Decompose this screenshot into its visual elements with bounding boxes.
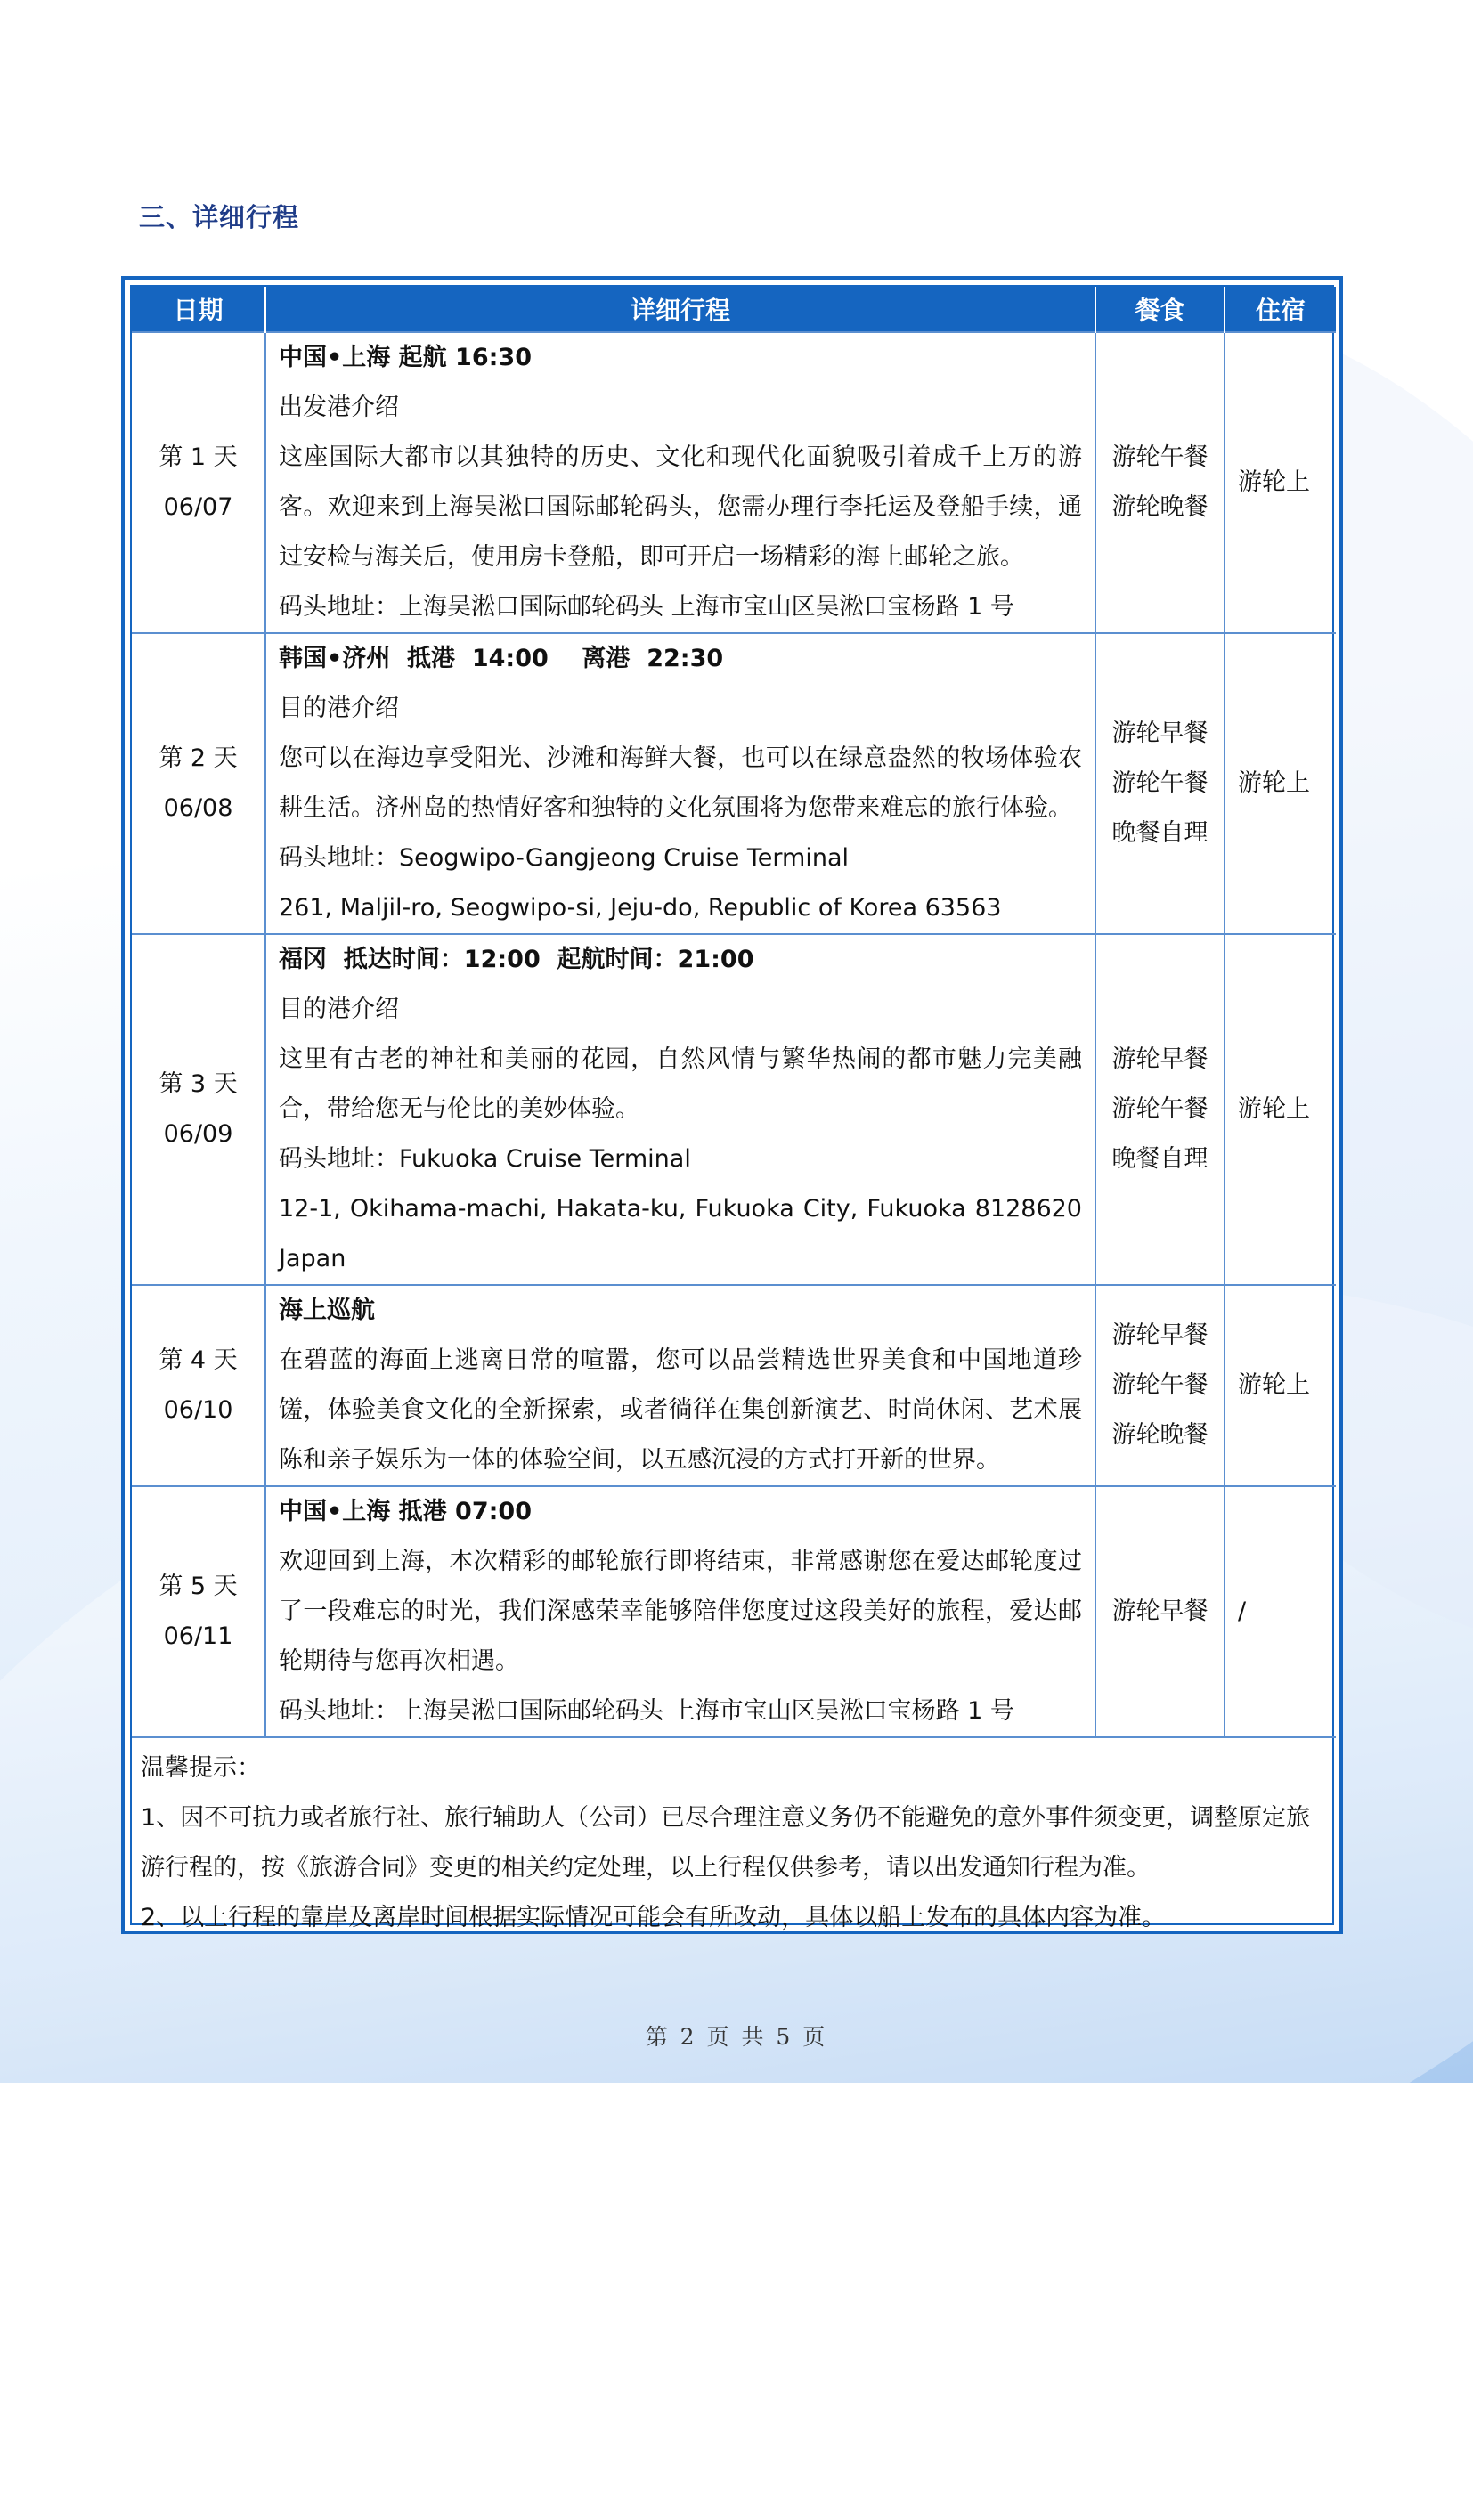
detail-line: 码头地址：Fukuoka Cruise Terminal (279, 1145, 691, 1173)
day-cell (132, 934, 265, 1285)
detail-line: 261, Maljil-ro, Seogwipo-si, Jeju-do, Republic of Korea 63563 (279, 894, 1002, 922)
meal-item: 游轮早餐 (1111, 719, 1209, 747)
day-number: 第 4 天 (159, 1346, 238, 1374)
table-row (132, 633, 1336, 934)
meal-cell (1095, 332, 1225, 633)
header-detail: 详细行程 (265, 287, 1095, 332)
day-number: 第 3 天 (159, 1070, 238, 1098)
meal-item: 游轮早餐 (1111, 1321, 1209, 1349)
table-row (132, 332, 1336, 633)
detail-line: 这座国际大都市以其独特的历史、文化和现代化面貌吸引着成千上万的游客。欢迎来到上海吴淞口国际邮轮码头，您需办理行李托运及登船手续，通过安检与海关后，使用房卡登船，即可开启一场精彩的海上邮轮之旅。 (279, 443, 1082, 571)
day-date: 06/11 (163, 1622, 233, 1650)
detail-line: 码头地址：Seogwipo-Gangjeong Cruise Terminal (279, 844, 849, 872)
day-heading: 韩国•济州 抵港 14:00 离港 22:30 (279, 645, 724, 672)
notes-item: 2、以上行程的靠岸及离岸时间根据实际情况可能会有所改动，具体以船上发布的具体内容为准。 (141, 1904, 1167, 1931)
stay-cell: 游轮上 (1225, 1285, 1336, 1486)
table-row (132, 1285, 1336, 1486)
day-date: 06/09 (163, 1120, 233, 1148)
table-row (132, 934, 1336, 1285)
day-date: 06/10 (163, 1396, 233, 1424)
page-footer: 第 2 页 共 5 页 (645, 2024, 828, 2050)
detail-line: 目的港介绍 (279, 996, 399, 1023)
detail-line: 12-1, Okihama-machi, Hakata-ku, Fukuoka City, Fukuoka 8128620 Japan (279, 1195, 1082, 1272)
day-cell (132, 1486, 265, 1737)
day-number: 第 2 天 (159, 744, 238, 772)
day-heading: 中国•上海 起航 16:30 (279, 344, 533, 371)
day-number: 第 1 天 (159, 443, 238, 471)
detail-line: 码头地址：上海吴淞口国际邮轮码头 上海市宝山区吴淞口宝杨路 1 号 (279, 1697, 1014, 1725)
meal-item: 游轮午餐 (1111, 443, 1209, 471)
section-title: 三、详细行程 (139, 202, 300, 232)
detail-cell (265, 332, 1095, 633)
meal-item: 游轮午餐 (1111, 1095, 1209, 1123)
meal-item: 游轮午餐 (1111, 769, 1209, 797)
detail-line: 目的港介绍 (279, 695, 399, 722)
meal-item: 晚餐自理 (1111, 819, 1209, 847)
detail-cell (265, 934, 1095, 1285)
header-stay: 住宿 (1225, 287, 1336, 332)
itinerary-table (132, 287, 1336, 1952)
itinerary-table-inner-frame (130, 285, 1334, 1931)
day-cell (132, 633, 265, 934)
meal-cell (1095, 1486, 1225, 1737)
notes-row (132, 1737, 1336, 1952)
day-date: 06/07 (163, 493, 233, 521)
detail-cell (265, 1285, 1095, 1486)
table-row (132, 1486, 1336, 1737)
meal-item: 游轮晚餐 (1111, 1421, 1209, 1449)
day-heading: 海上巡航 (279, 1297, 375, 1324)
day-heading: 福冈 抵达时间：12:00 起航时间：21:00 (279, 946, 754, 973)
stay-cell: 游轮上 (1225, 633, 1336, 934)
detail-cell (265, 1486, 1095, 1737)
stay-cell: 游轮上 (1225, 934, 1336, 1285)
detail-line: 这里有古老的神社和美丽的花园，自然风情与繁华热闹的都市魅力完美融合，带给您无与伦比的美妙体验。 (279, 1045, 1082, 1123)
header-date: 日期 (132, 287, 265, 332)
detail-line: 在碧蓝的海面上逃离日常的喧嚣，您可以品尝精选世界美食和中国地道珍馐，体验美食文化的全新探索，或者徜徉在集创新演艺、时尚休闲、艺术展陈和亲子娱乐为一体的体验空间，以五感沉浸的方式打开新的世界。 (279, 1346, 1082, 1474)
day-cell (132, 1285, 265, 1486)
day-heading: 中国•上海 抵港 07:00 (279, 1498, 533, 1525)
day-cell (132, 332, 265, 633)
itinerary-table-frame (121, 276, 1343, 1934)
day-date: 06/08 (163, 794, 233, 822)
meal-item: 游轮晚餐 (1111, 493, 1209, 521)
stay-cell: 游轮上 (1225, 332, 1336, 633)
notes-item: 1、因不可抗力或者旅行社、旅行辅助人（公司）已尽合理注意义务仍不能避免的意外事件须变更，调整原定旅游行程的，按《旅游合同》变更的相关约定处理，以上行程仅供参考，请以出发通知行程为准。 (141, 1804, 1311, 1882)
day-number: 第 5 天 (159, 1573, 238, 1600)
notes-title: 温馨提示： (141, 1754, 261, 1782)
detail-line: 出发港介绍 (279, 394, 399, 421)
detail-cell (265, 633, 1095, 934)
meal-item: 游轮午餐 (1111, 1371, 1209, 1399)
meal-item: 游轮早餐 (1111, 1597, 1209, 1625)
detail-line: 您可以在海边享受阳光、沙滩和海鲜大餐，也可以在绿意盎然的牧场体验农耕生活。济州岛的热情好客和独特的文化氛围将为您带来难忘的旅行体验。 (279, 744, 1082, 822)
meal-cell (1095, 633, 1225, 934)
meal-item: 游轮早餐 (1111, 1045, 1209, 1073)
detail-line: 码头地址：上海吴淞口国际邮轮码头 上海市宝山区吴淞口宝杨路 1 号 (279, 593, 1014, 621)
meal-item: 晚餐自理 (1111, 1145, 1209, 1173)
notes-cell (132, 1737, 1336, 1952)
detail-line: 欢迎回到上海，本次精彩的邮轮旅行即将结束，非常感谢您在爱达邮轮度过了一段难忘的时光，我们深感荣幸能够陪伴您度过这段美好的旅程，爱达邮轮期待与您再次相遇。 (279, 1548, 1082, 1675)
table-header-row (132, 287, 1336, 332)
meal-cell (1095, 1285, 1225, 1486)
meal-cell (1095, 934, 1225, 1285)
stay-cell: / (1225, 1486, 1336, 1737)
header-meals: 餐食 (1095, 287, 1225, 332)
